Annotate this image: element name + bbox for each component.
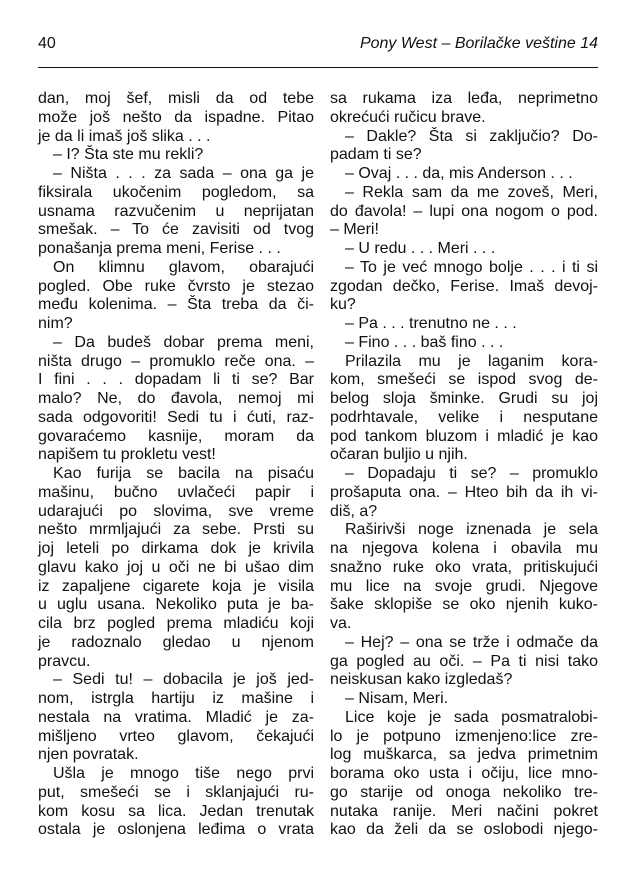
text-line: njen povratak.	[38, 746, 139, 764]
text-line: Raširivši noge iznenada je sela	[345, 521, 598, 539]
text-line: ništa drugo – promuklo reče ona. –	[38, 352, 314, 370]
text-line: On klimnu glavom, obarajući	[53, 258, 314, 276]
text-line: mišljeno vrteo glavom, čekajući	[38, 727, 314, 745]
text-line: kom, smešeći se ispod svog de-	[330, 371, 598, 389]
text-line: u uglu usana. Nekoliko puta je ba-	[38, 596, 314, 614]
text-line: iz zapaljene cigarete koja je visila	[38, 577, 314, 595]
text-line: Kao furija se bacila na pisaću	[53, 465, 314, 482]
text-line: nestala na vratima. Mladić je za-	[38, 708, 314, 726]
text-line: okrećući ručicu brave.	[330, 108, 486, 126]
page-number: 40	[38, 35, 56, 52]
running-title: Pony West – Borilačke veštine 14	[359, 35, 598, 52]
text-line: prošaputa ona. – Hteo bih da ih vi-	[330, 483, 598, 501]
text-line: je radoznalo gledao u njenom	[38, 633, 314, 651]
header-rule	[38, 67, 598, 68]
text-line: – Sedi tu! – dobacila je još jed-	[53, 671, 314, 689]
text-line: snažno ruke oko vrata, pritiskujući	[330, 558, 598, 576]
text-line: zgodan dečko, Ferise. Imaš devoj-	[330, 277, 598, 295]
text-line: I fini . . . dopadam li ti se? Bar	[38, 371, 314, 389]
text-line: mašinu, bučno uvlačeći papir i	[38, 483, 314, 501]
text-line: – I? Šta ste mu rekli?	[53, 146, 204, 164]
text-line: može još nešto da ispadne. Pitao	[38, 108, 314, 126]
text-line: kao da želi da se oslobodi njego-	[330, 821, 598, 839]
text-line: do đavola! – lupi ona nogom o pod.	[330, 202, 598, 220]
right-column	[330, 90, 598, 840]
text-line: – Rekla sam da me zoveš, Meri,	[345, 183, 598, 201]
text-line: je da li imaš još slika . . .	[38, 127, 211, 145]
text-line: napišem tu prokletu vest!	[38, 446, 216, 464]
text-line: šake sklopiše se oko njenih kuko-	[330, 596, 598, 614]
text-line: log muškarca, sa jedva primetnim	[330, 746, 598, 764]
text-line: – Dakle? Šta si zaključio? Do-	[345, 127, 598, 145]
text-line: sada odgovoriti! Sedi tu i ćuti, raz-	[38, 408, 314, 426]
text-line: na njegova kolena i obavila mu	[330, 540, 598, 557]
text-line: – Fino . . . baš fino . . .	[345, 333, 504, 351]
text-line: cila brz pogled prema mladiću koji	[38, 615, 314, 632]
text-line: – U redu . . . Meri . . .	[345, 240, 496, 257]
text-line: Ušla je mnogo tiše nego prvi	[53, 765, 314, 782]
text-line: dan, moj šef, misli da od tebe	[38, 90, 314, 107]
text-line: ostala je oslonjena leđima o vrata	[38, 821, 314, 839]
text-line: – Meri!	[330, 221, 379, 239]
page-header	[38, 33, 598, 55]
left-column	[38, 90, 314, 840]
text-line: – Hej? – ona se trže i odmače da	[345, 633, 598, 651]
text-line: – Dopadaju ti se? – promuklo	[345, 465, 598, 482]
text-line: – Ništa . . . za sada – ona ga je	[53, 165, 314, 182]
text-line: – Nisam, Meri.	[345, 690, 449, 707]
text-line: diš, a?	[330, 502, 378, 520]
text-line: ga pogled au oči. – Pa ti nisi tako	[330, 652, 598, 670]
text-line: nom, istrgla hartiju iz mašine i	[38, 690, 314, 707]
text-line: sa rukama iza leđa, neprimetno	[330, 90, 598, 107]
text-line: malo? Ne, do đavola, nemoj mi	[38, 390, 314, 407]
text-line: među kolenima. – Šta treba da či-	[38, 296, 314, 314]
text-line: lo je potpuno izmenjeno:lice zre-	[330, 727, 598, 745]
text-line: govaraćemo kasnije, moram da	[38, 427, 314, 445]
text-line: – To je već mnogo bolje . . . i ti si	[345, 258, 598, 276]
text-line: put, smešeći se i sklanjajući ru-	[38, 783, 314, 801]
text-line: – Da budeš dobar prema meni,	[53, 333, 314, 351]
text-line: fiksirala ukočenim pogledom, sa	[38, 183, 314, 201]
text-line: va.	[330, 615, 352, 632]
text-line: – Ovaj . . . da, mis Anderson . . .	[345, 165, 573, 182]
text-line: joj leteli po dirkama dok je krivila	[38, 540, 314, 557]
text-line: mu lice na svoje grudi. Njegove	[330, 577, 598, 595]
text-line: pogled. Obe ruke čvrsto je stezao	[38, 277, 314, 295]
text-line: nutaka ranije. Meri načini pokret	[330, 802, 598, 820]
text-line: – Pa . . . trenutno ne . . .	[345, 315, 517, 332]
text-line: usnama razvučenim u neprijatan	[38, 202, 314, 220]
text-line: podrhtavale, velike i nesputane	[330, 408, 598, 426]
text-line: borama oko usta i očiju, lice mno-	[330, 765, 598, 782]
text-line: nim?	[38, 315, 73, 332]
text-line: nešto mrmljajući za sebe. Prsti su	[38, 521, 314, 539]
text-line: glavu kako joj u oči ne bi ušao dim	[38, 558, 314, 576]
text-line: udarajući po slovima, sve vreme	[38, 502, 314, 520]
text-line: kom kosu sa lica. Jedan trenutak	[38, 802, 314, 820]
text-line: očaran buljio u njih.	[330, 446, 468, 464]
text-line: pravcu.	[38, 652, 91, 670]
text-line: Lice koje je sada posmatralobi-	[345, 708, 598, 726]
text-line: belog sloja šminke. Grudi su joj	[330, 390, 598, 407]
text-line: smešak. – To će zavisiti od tvog	[38, 221, 314, 239]
text-line: ponašanja prema meni, Ferise . . .	[38, 240, 281, 257]
text-line: neiskusan kako izgledaš?	[330, 671, 513, 689]
text-line: ku?	[330, 296, 356, 314]
text-line: padam ti se?	[330, 146, 422, 164]
text-line: Prilazila mu je laganim kora-	[345, 352, 598, 370]
text-line: pod tankom bluzom i mladić je kao	[330, 427, 598, 445]
text-line: go starije od onoga nekoliko tre-	[330, 783, 598, 801]
